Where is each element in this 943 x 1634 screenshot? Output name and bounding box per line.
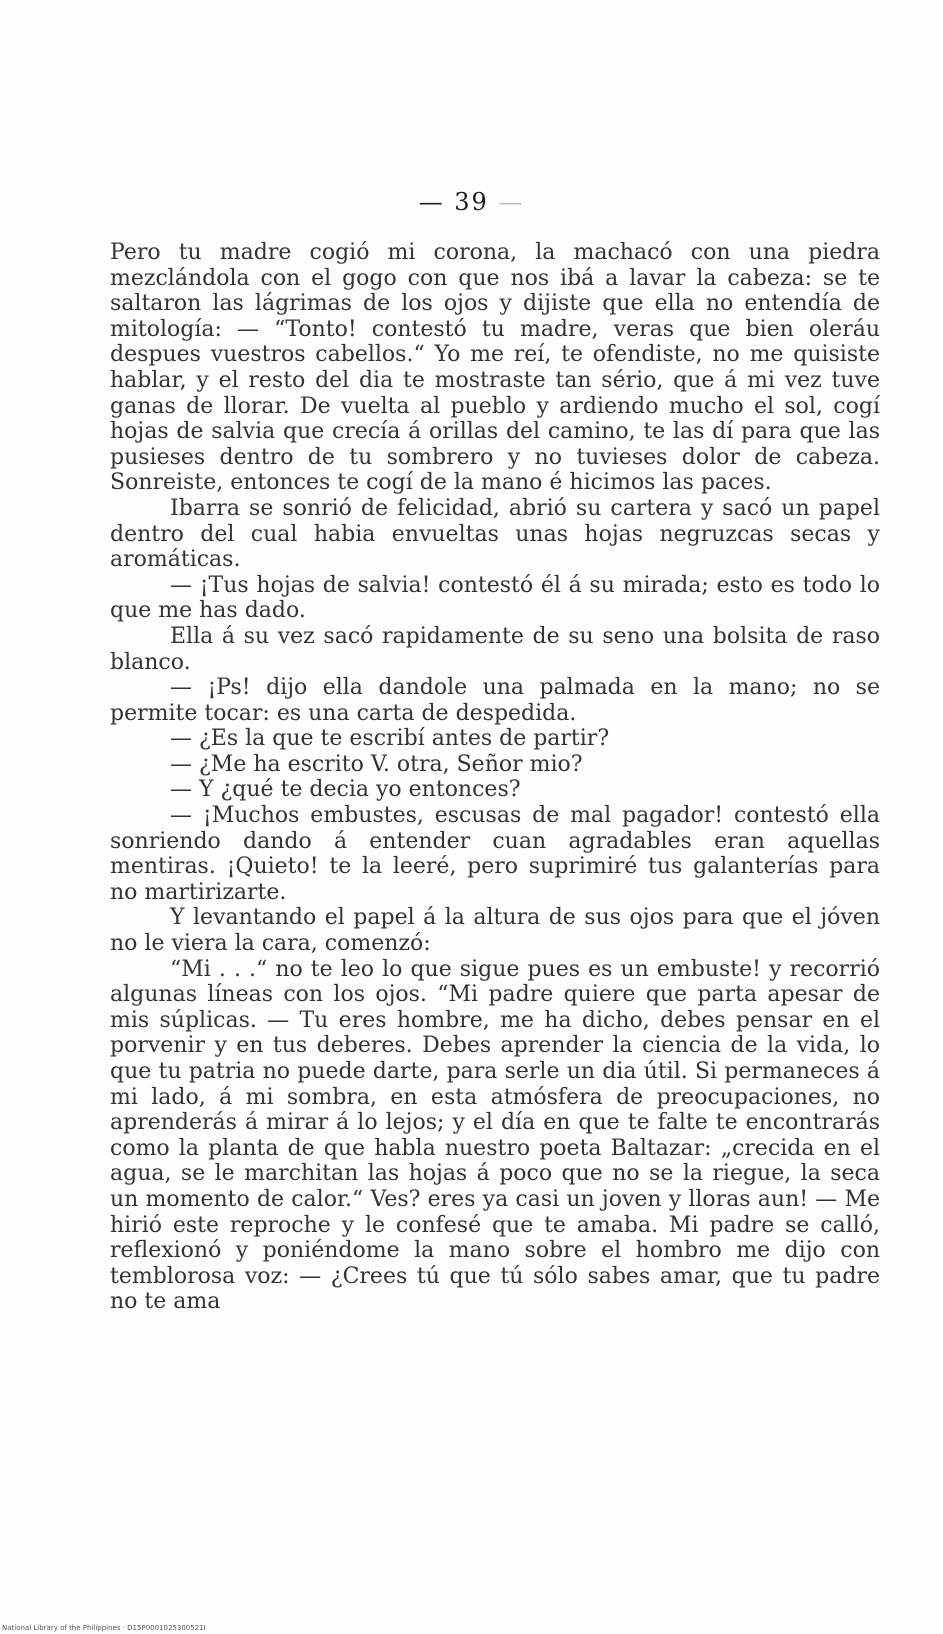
- paragraph-7: — ¿Me ha escrito V. otra, Señor mio?: [170, 751, 583, 777]
- paragraph-4: Ella á su vez sacó rapidamente de su seno una bolsita de raso blanco.: [110, 623, 880, 675]
- header-dash-left: —: [418, 188, 445, 216]
- paragraph-1: Pero tu madre cogió mi corona, la machacó con una piedra mezclándola con el gogo con que nos ibá a lavar la cabeza: se te saltaron las lágrimas de los ojos y dijiste que ella no entendía de mitología: — “Tonto! contestó tu madre, veras que bien oleráu despues vuestros cabellos.“ Yo me reí, te ofendiste, no me quisiste hablar, y el resto del dia te mostraste tan sério, que á mi vez tuve ganas de llorar. De vuelta al pueblo y ardiendo mucho el sol, cogí hojas de salvia que crecía á orillas del camino, te las dí para que las pusieses dentro de tu sombrero y no tuvieses dolor de cabeza. Sonreiste, entonces te cogí de la mano é hicimos las paces.: [110, 240, 880, 496]
- paragraph-3: — ¡Tus hojas de salvia! contestó él á su mirada; esto es todo lo que me has dado.: [110, 572, 880, 624]
- page-number: 39: [454, 188, 489, 216]
- body-text: [110, 240, 880, 1315]
- paragraph-5: — ¡Ps! dijo ella dandole una palmada en la mano; no se permite tocar: es una carta de despedida.: [110, 675, 880, 726]
- scan-footer: National Library of the Philippines · D15P0001025300521I: [2, 1624, 206, 1632]
- paragraph-11: “Mi . . .“ no te leo lo que sigue pues es un embuste! y recorrió algunas líneas con los ojos. “Mi padre quiere que parta apesar de mis súplicas. — Tu eres hombre, me ha dicho, debes pensar en el porvenir y en tus deberes. Debes aprender la ciencia de la vida, lo que tu patria no puede darte, para serle un dia útil. Si permaneces á mi lado, á mi sombra, en esta atmósfera de preocupaciones, no aprenderás á mirar á lo lejos; y el día en que te falte te encontrarás como la planta de que habla nuestro poeta Baltazar: „crecida en el agua, se le marchitan las hojas á poco que no se la riegue, la seca un momento de calor.“ Ves? eres ya casi un joven y lloras aun! — Me hirió este reproche y le confesé que te amaba. Mi padre se calló, reflexionó y poniéndome la mano sobre el hombro me dijo con temblorosa voz: — ¿Crees tú que tú sólo sabes amar, que tu padre no te ama: [110, 956, 880, 1315]
- paragraph-8: — Y ¿qué te decia yo entonces?: [170, 777, 521, 803]
- paragraph-2: Ibarra se sonrió de felicidad, abrió su cartera y sacó un papel dentro del cual habia envueltas unas hojas negruzcas secas y aromáticas.: [110, 495, 880, 573]
- paragraph-10: Y levantando el papel á la altura de sus ojos para que el jóven no le viera la cara, comenzó:: [110, 905, 880, 957]
- page-number-header: [0, 188, 943, 216]
- paragraph-6: — ¿Es la que te escribí antes de partir?: [170, 726, 610, 752]
- paragraph-9: — ¡Muchos embustes, escusas de mal pagador! contestó ella sonriendo dando á entender cuan agradables eran aquellas mentiras. ¡Quieto! te la leeré, pero suprimiré tus galanterías para no martirizarte.: [110, 803, 880, 905]
- header-dash-right: —: [498, 188, 525, 216]
